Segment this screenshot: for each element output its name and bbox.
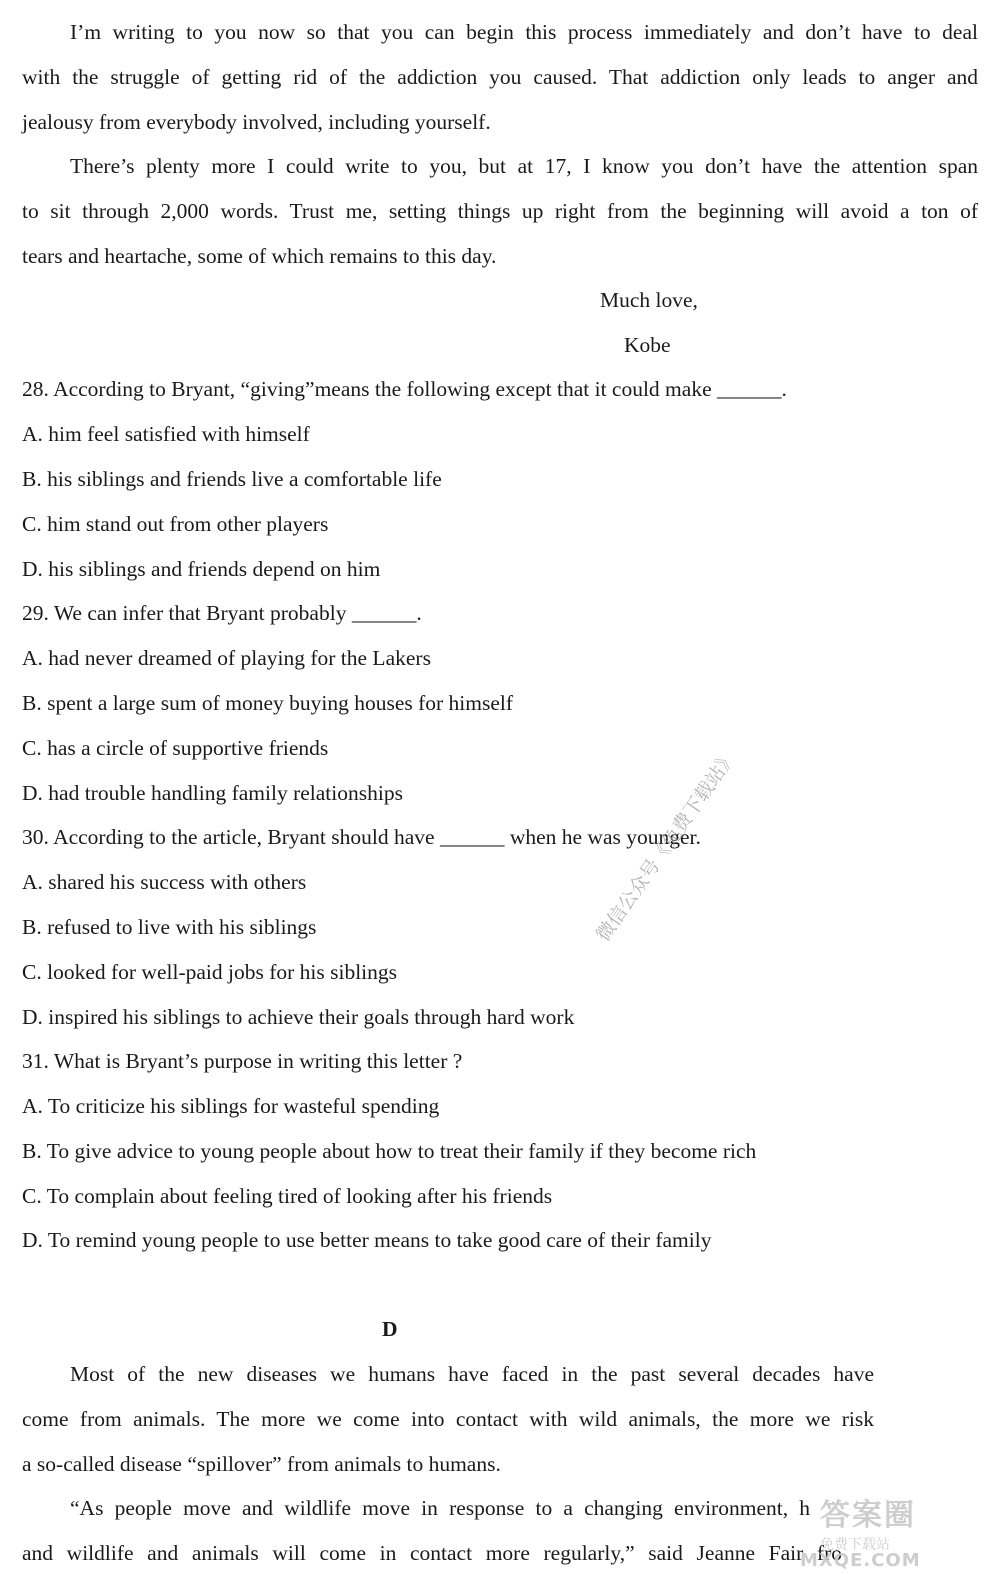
question-option: C. has a circle of supportive friends bbox=[22, 736, 329, 760]
question-option: A. To criticize his siblings for wasteful spending bbox=[22, 1094, 440, 1118]
question-stem: 28. According to Bryant, “giving”means the following except that it could make ______. bbox=[22, 377, 787, 401]
paragraph-line: “As people move and wildlife move in response to a changing environment, h bbox=[70, 1496, 810, 1520]
question-option: A. him feel satisfied with himself bbox=[22, 422, 310, 446]
paragraph-line: jealousy from everybody involved, including yourself. bbox=[22, 110, 491, 134]
logo-subtitle: 免费下载站 bbox=[820, 1537, 890, 1553]
question-option: A. shared his success with others bbox=[22, 870, 307, 894]
question-option: C. looked for well-paid jobs for his siblings bbox=[22, 960, 398, 984]
question-stem: 31. What is Bryant’s purpose in writing this letter ? bbox=[22, 1049, 463, 1073]
question-option: D. To remind young people to use better means to take good care of their family bbox=[22, 1228, 712, 1252]
question-option: B. To give advice to young people about how to treat their family if they become rich bbox=[22, 1139, 757, 1163]
paragraph-line: a so-called disease “spillover” from animals to humans. bbox=[22, 1452, 501, 1476]
question-option: B. spent a large sum of money buying houses for himself bbox=[22, 691, 514, 715]
logo-title: 答案圈 bbox=[820, 1498, 916, 1533]
paragraph-line: There’s plenty more I could write to you, but at 17, I know you don’t have the attention span bbox=[70, 154, 978, 178]
paragraph-line: to sit through 2,000 words. Trust me, setting things up right from the beginning will avoid a ton of bbox=[22, 199, 978, 223]
site-logo bbox=[780, 1490, 980, 1570]
paragraph-line: come from animals. The more we come into contact with wild animals, the more we risk bbox=[22, 1407, 874, 1431]
paragraph-line: with the struggle of getting rid of the addiction you caused. That addiction only leads to anger and bbox=[22, 65, 978, 89]
section-heading: D bbox=[382, 1317, 398, 1341]
question-option: D. had trouble handling family relationships bbox=[22, 781, 403, 805]
letter-signature: Kobe bbox=[624, 333, 671, 357]
question-option: B. his siblings and friends live a comfortable life bbox=[22, 467, 442, 491]
paragraph-line: and wildlife and animals will come in contact more regularly,” said Jeanne Fair fro bbox=[22, 1541, 842, 1565]
watermark-text: 微信公众号《免费下载站》 bbox=[592, 746, 742, 946]
question-option: A. had never dreamed of playing for the Lakers bbox=[22, 646, 431, 670]
question-option: C. To complain about feeling tired of looking after his friends bbox=[22, 1184, 553, 1208]
paragraph-line: Most of the new diseases we humans have faced in the past several decades have bbox=[70, 1362, 874, 1386]
question-option: D. inspired his siblings to achieve their goals through hard work bbox=[22, 1005, 575, 1029]
question-stem: 29. We can infer that Bryant probably ______. bbox=[22, 601, 422, 625]
question-option: D. his siblings and friends depend on him bbox=[22, 557, 381, 581]
question-stem: 30. According to the article, Bryant should have ______ when he was younger. bbox=[22, 825, 701, 849]
paragraph-line: tears and heartache, some of which remains to this day. bbox=[22, 244, 497, 268]
question-option: B. refused to live with his siblings bbox=[22, 915, 317, 939]
letter-closing: Much love, bbox=[600, 288, 698, 312]
question-option: C. him stand out from other players bbox=[22, 512, 329, 536]
paragraph-line: I’m writing to you now so that you can begin this process immediately and don’t have to deal bbox=[70, 20, 978, 44]
logo-url: MXQE.COM bbox=[800, 1550, 921, 1571]
